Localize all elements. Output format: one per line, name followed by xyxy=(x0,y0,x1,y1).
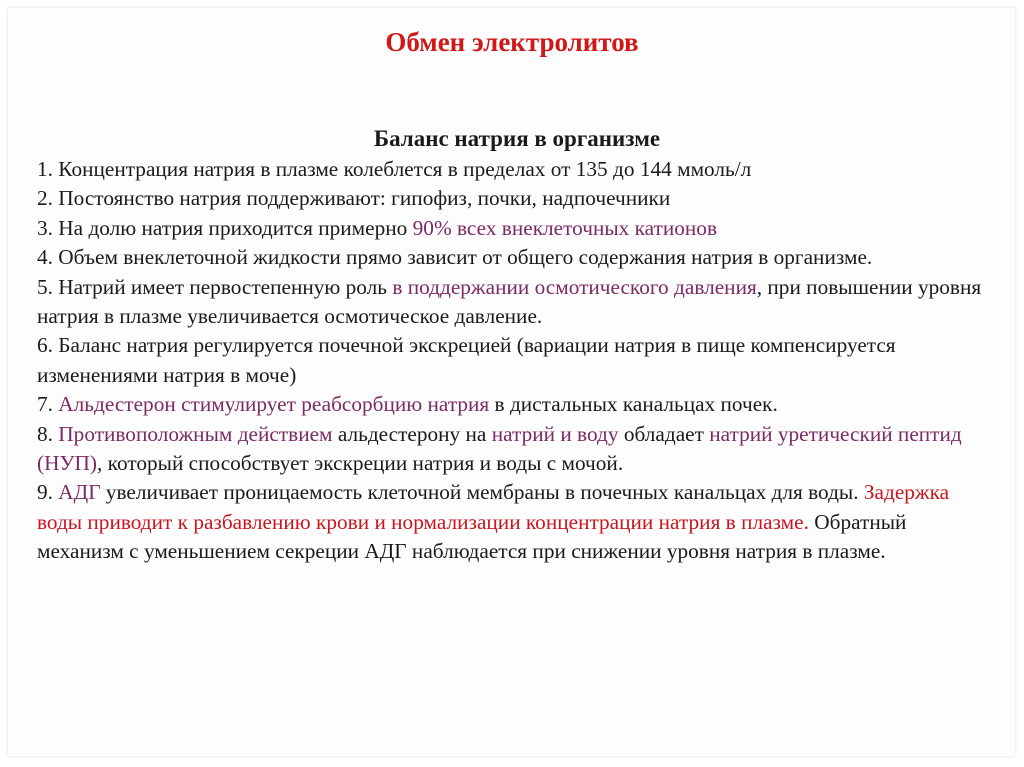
list-item xyxy=(37,331,997,390)
item-text: , при повышении уровня натрия в плазме увеличивается осмотическое давление. xyxy=(37,274,982,329)
highlighted-text: 90% всех внеклеточных катионов xyxy=(412,215,718,240)
numbered-list xyxy=(37,155,997,567)
item-text: увеличивает проницаемость клеточной мембраны в почечных канальцах для воды. xyxy=(100,480,864,505)
list-item xyxy=(37,184,997,213)
item-text: 4. Объем внеклеточной жидкости прямо зависит от общего содержания натрия в организме. xyxy=(37,245,873,270)
highlighted-text: в поддержании осмотического давления xyxy=(392,274,757,299)
list-item xyxy=(37,214,997,243)
item-text: 9. xyxy=(37,480,59,505)
highlighted-text: Альдестерон стимулирует реабсорбцию натрия xyxy=(58,392,490,417)
item-text: , который способствует экскреции натрия и воды с мочой. xyxy=(97,451,624,476)
item-text: 1. Концентрация натрия в плазме колеблется в пределах от 135 до 144 ммоль/л xyxy=(37,157,752,181)
highlighted-text: натрий и воду xyxy=(491,421,619,446)
highlighted-text: Противоположным действием xyxy=(58,421,333,446)
item-text: 7. xyxy=(37,392,59,417)
item-text: 5. Натрий имеет первостепенную роль xyxy=(37,274,393,299)
item-text: альдестерону на xyxy=(332,421,492,446)
list-item xyxy=(37,420,997,479)
slide-title: Обмен электролитов xyxy=(385,27,639,57)
item-text: обладает xyxy=(618,421,710,446)
highlighted-text: АДГ xyxy=(58,480,101,505)
list-item xyxy=(37,478,997,566)
item-text: 2. Постоянство натрия поддерживают: гипофиз, почки, надпочечники xyxy=(37,186,671,211)
emphasized-text: Задержка воды приводит к разбавлению крови и нормализации концентрации натрия в плазме. xyxy=(37,480,950,534)
slide-body xyxy=(37,123,997,567)
item-text: в дистальных канальцах почек. xyxy=(489,392,778,417)
section-subtitle: Баланс натрия в организме xyxy=(373,126,661,151)
item-text: Обратный механизм с уменьшением секреции АДГ наблюдается при снижении уровня натрия в плазме. xyxy=(37,509,907,564)
item-text: 3. На долю натрия приходится примерно xyxy=(37,215,413,240)
list-item xyxy=(37,243,997,272)
item-text: 6. Баланс натрия регулируется почечной экскрецией (вариации натрия в пище компенсируется изменениями натрия в моче) xyxy=(37,333,896,387)
list-item xyxy=(37,390,997,419)
list-item xyxy=(37,273,997,332)
list-item xyxy=(37,155,997,184)
item-text: 8. xyxy=(37,421,59,446)
highlighted-text: натрий уретический пептид (НУП) xyxy=(37,421,962,476)
